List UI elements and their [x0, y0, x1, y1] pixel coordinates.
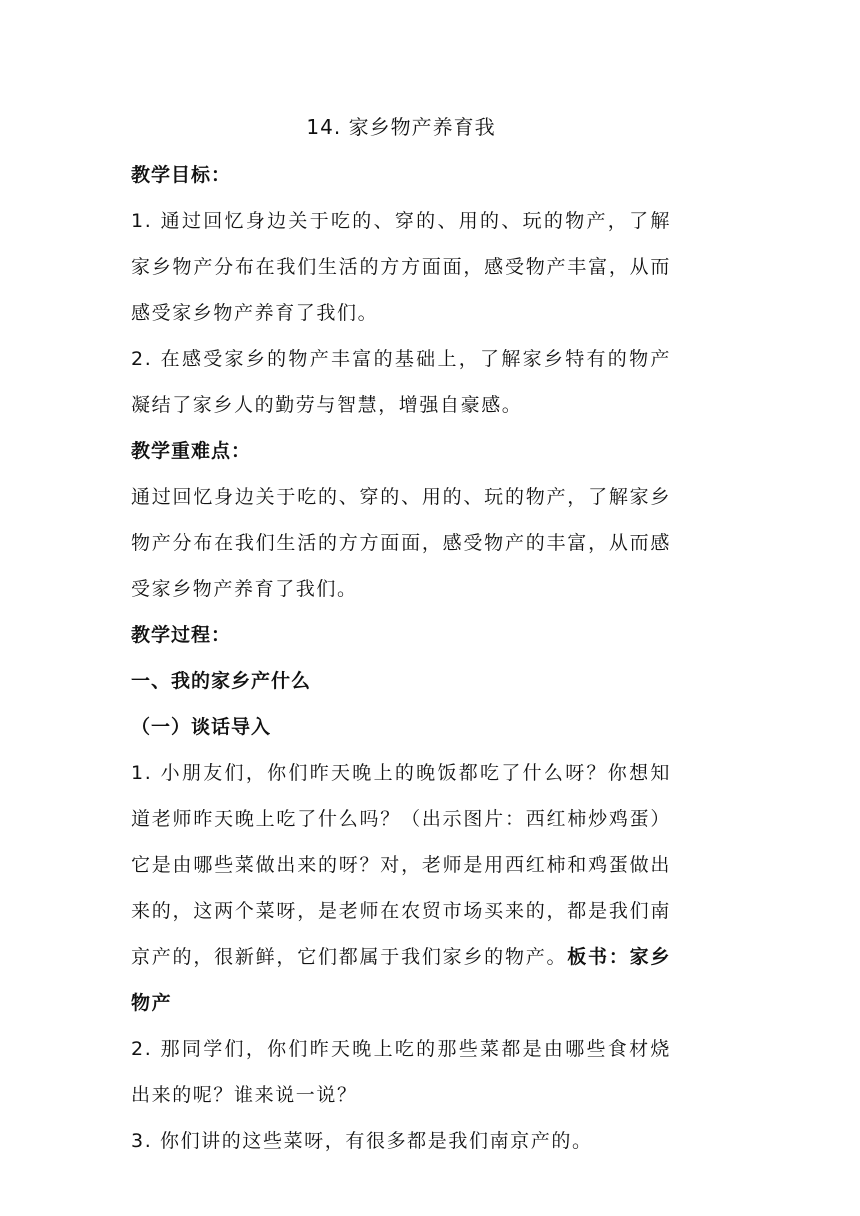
goal-item-2: 2. 在感受家乡的物产丰富的基础上，了解家乡特有的物产凝结了家乡人的勤劳与智慧，增强自豪感。	[131, 348, 671, 416]
step-3-paragraph: 3. 你们讲的这些菜呀，有很多都是我们南京产的。	[131, 1130, 593, 1152]
step-1-text: 1. 小朋友们，你们昨天晚上的晚饭都吃了什么呀？你想知道老师昨天晚上吃了什么吗？（出示图片：西红柿炒鸡蛋）它是由哪些菜做出来的呀？对，老师是用西红柿和鸡蛋做出来的，这两个菜呀，是老师在农贸市场买来的，都是我们南京产的，很新鲜，它们都属于我们家乡的物产。	[131, 762, 671, 968]
subsection-heading-1: （一）谈话导入	[131, 716, 272, 738]
process-heading: 教学过程：	[131, 624, 232, 646]
goals-heading: 教学目标：	[131, 164, 232, 186]
step-1-paragraph	[131, 750, 671, 1026]
step-1-board-note: 板书：家乡物产	[131, 946, 671, 1014]
section-heading-1: 一、我的家乡产什么	[131, 670, 312, 692]
document-page	[131, 104, 671, 1164]
goal-item-1: 1. 通过回忆身边关于吃的、穿的、用的、玩的物产，了解家乡物产分布在我们生活的方方面面，感受物产丰富，从而感受家乡物产养育了我们。	[131, 210, 671, 324]
key-points-heading: 教学重难点：	[131, 440, 252, 462]
page-title: 14. 家乡物产养育我	[306, 115, 496, 139]
step-2-paragraph: 2. 那同学们，你们昨天晚上吃的那些菜都是由哪些食材烧出来的呢？谁来说一说？	[131, 1038, 671, 1106]
key-points-text: 通过回忆身边关于吃的、穿的、用的、玩的物产，了解家乡物产分布在我们生活的方方面面，感受物产的丰富，从而感受家乡物产养育了我们。	[131, 486, 671, 600]
